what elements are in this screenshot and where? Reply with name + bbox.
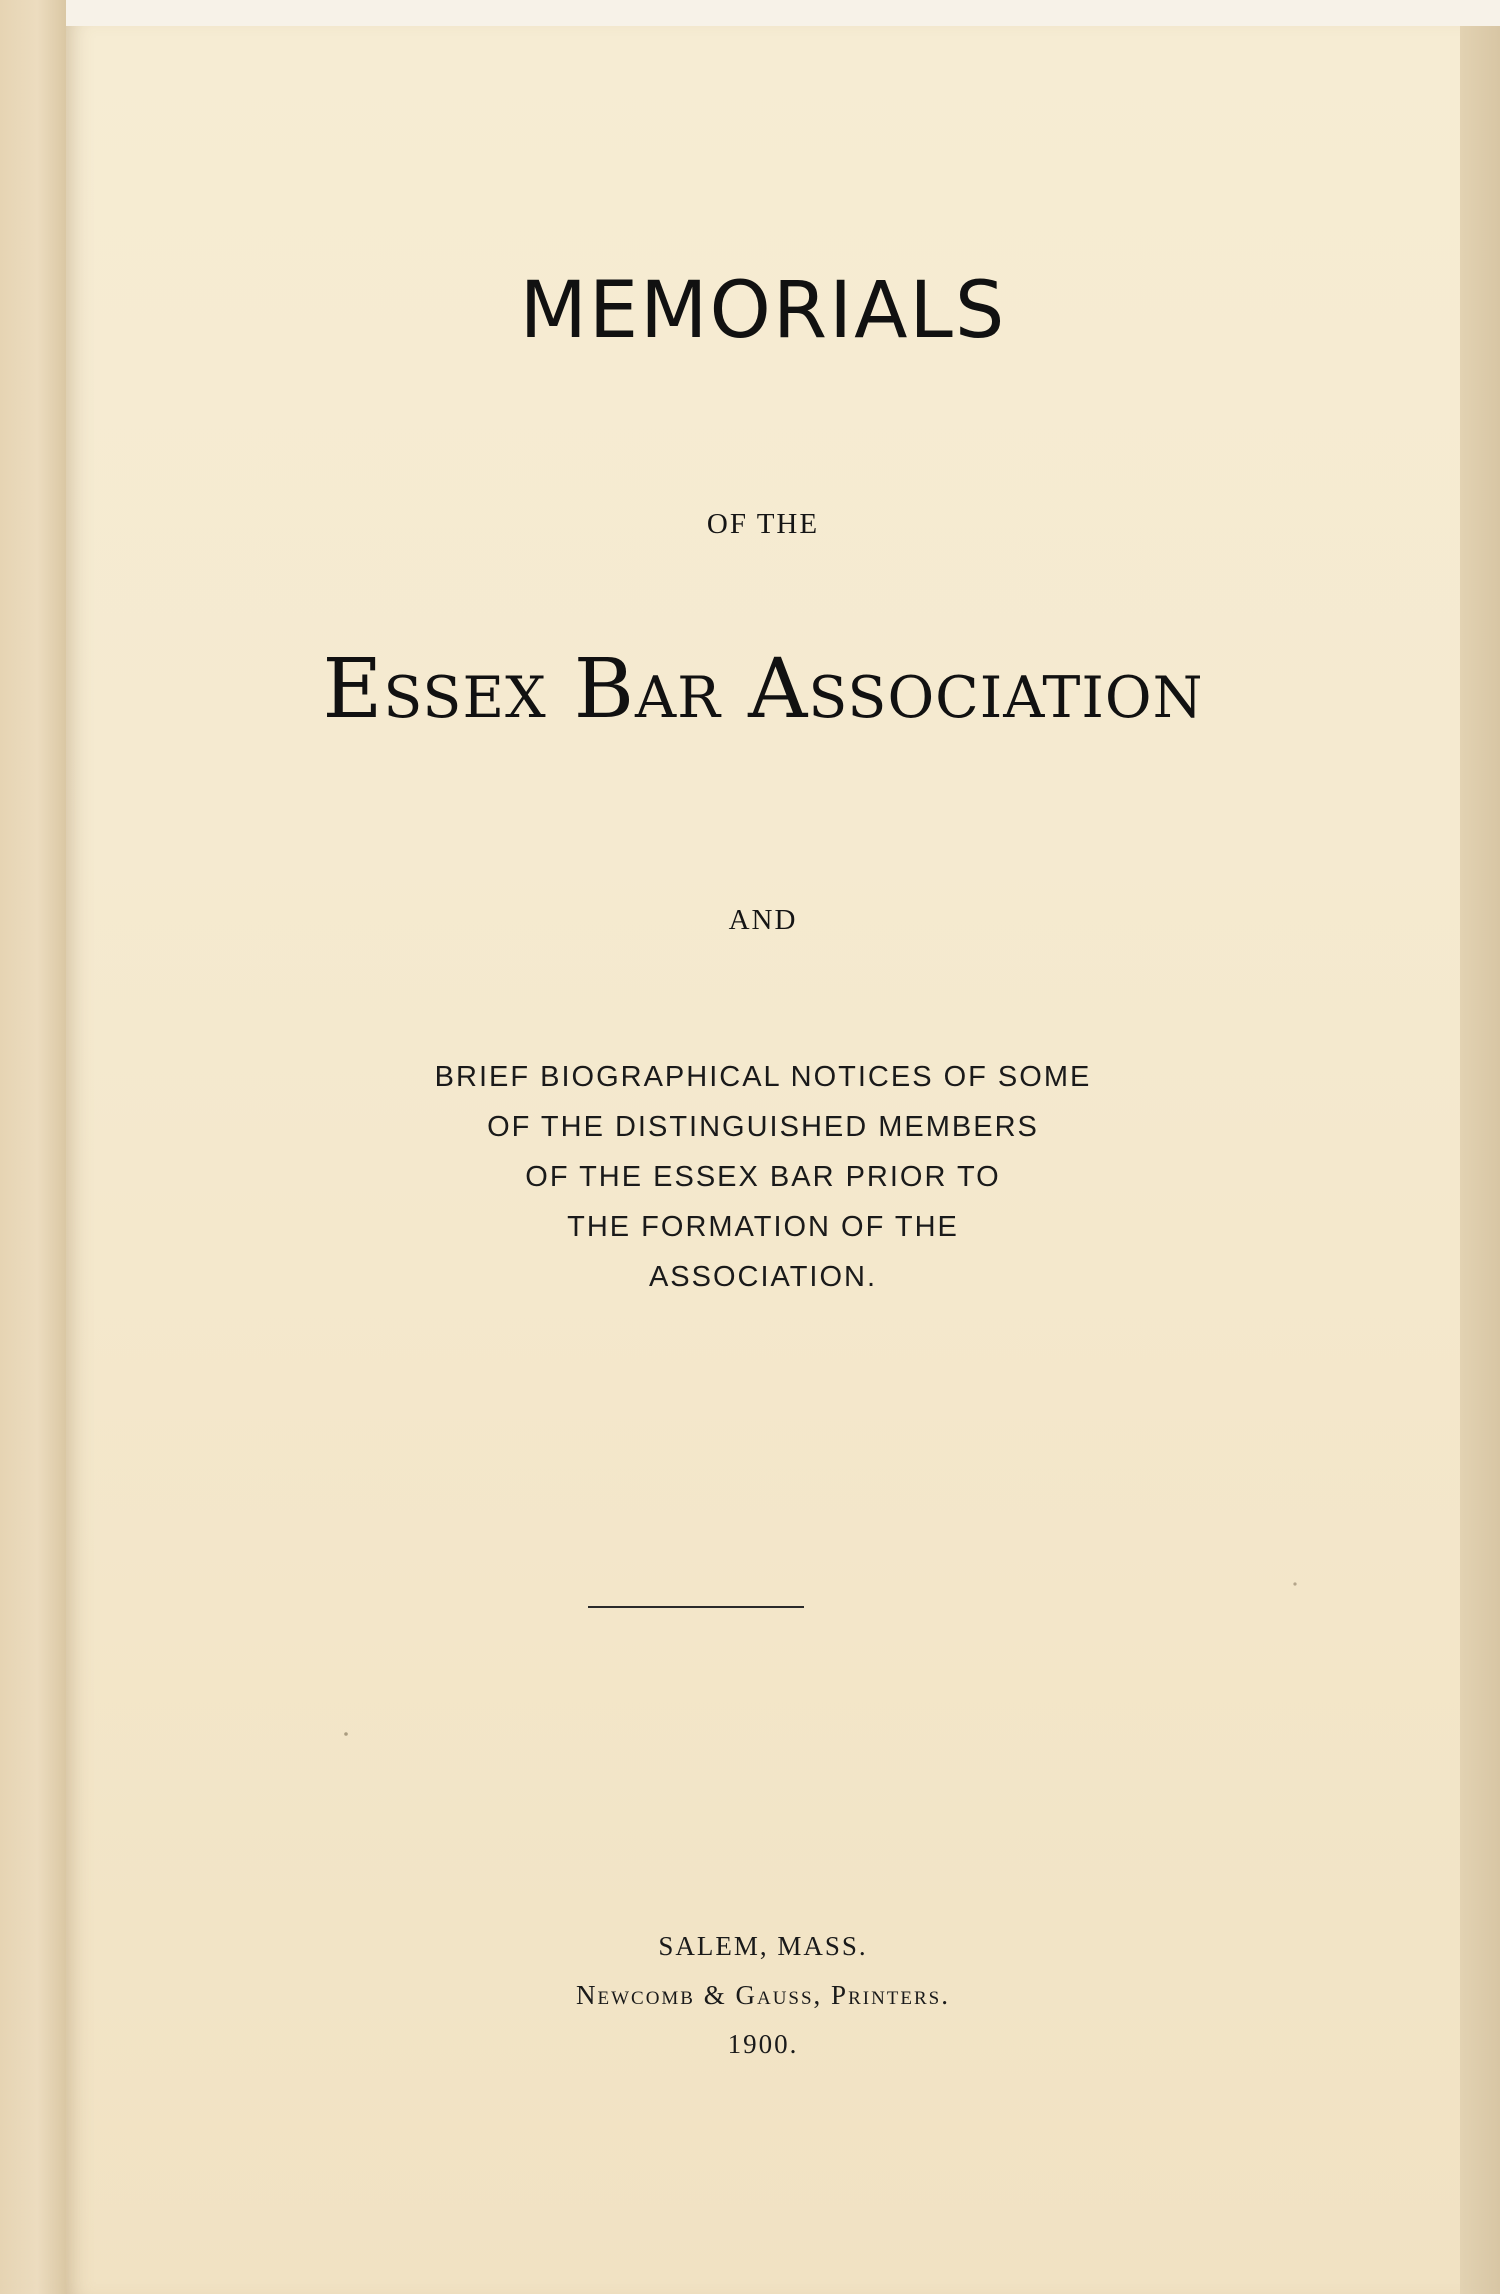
notices-line: BRIEF BIOGRAPHICAL NOTICES OF SOME	[434, 1061, 1092, 1093]
divider-rule	[588, 1606, 804, 1608]
paper-speck	[1293, 1582, 1296, 1585]
association-name: Essex Bar Association	[322, 642, 1204, 737]
notices-line: THE FORMATION OF THE	[567, 1211, 959, 1243]
previous-page-edge	[0, 0, 68, 2294]
imprint	[66, 1922, 1460, 2069]
notices-line: OF THE ESSEX BAR PRIOR TO	[525, 1161, 1001, 1193]
page-top-margin	[66, 0, 1500, 26]
imprint-year: 1900.	[727, 2029, 799, 2059]
notices-line: OF THE DISTINGUISHED MEMBERS	[487, 1111, 1039, 1143]
paper-speck	[344, 1732, 348, 1736]
page-right-edge	[1460, 26, 1500, 2294]
imprint-place: SALEM, MASS.	[658, 1931, 868, 1961]
and-text: AND	[728, 904, 798, 936]
imprint-printers: Newcomb & Gauss, Printers.	[575, 1980, 950, 2010]
title-page	[66, 26, 1460, 2294]
notices-line: ASSOCIATION.	[648, 1261, 878, 1293]
subtitle-notices	[66, 1052, 1460, 1302]
of-the-text: OF THE	[706, 508, 820, 540]
book-title: MEMORIALS	[519, 266, 1007, 356]
